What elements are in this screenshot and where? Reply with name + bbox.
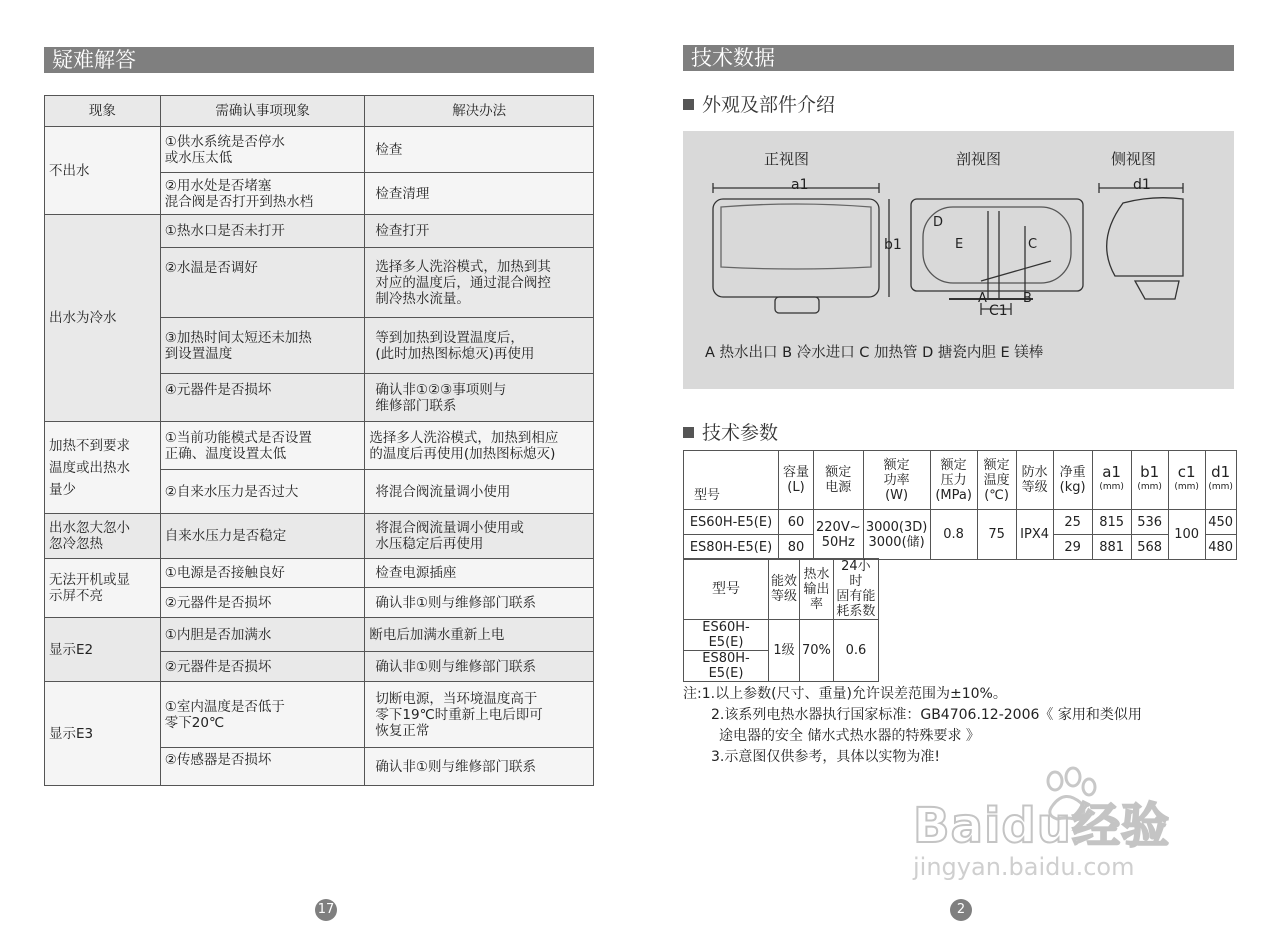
spec-model: ES80H-E5(E)	[684, 535, 779, 560]
spec-pressure: 0.8	[930, 510, 977, 560]
efficiency-row	[684, 620, 879, 651]
front-view-label: 正视图	[764, 150, 810, 168]
eff-header-model: 型号	[684, 559, 769, 620]
watermark-main-text: Baidu经验	[913, 798, 1170, 854]
solution-cell: 检查打开	[365, 215, 594, 248]
eff-loss: 0.6	[833, 620, 878, 682]
spec-weight: 25	[1053, 510, 1092, 535]
a1-text: a1	[1102, 463, 1121, 481]
solution-cell: 确认非①则与维修部门联系	[365, 652, 594, 682]
watermark-url-text: jingyan.baidu.com	[913, 853, 1135, 881]
spec-capacity: 60	[779, 510, 814, 535]
check-cell: ②水温是否调好	[160, 248, 365, 318]
part-a-label: A	[978, 291, 987, 306]
spec-a1: 815	[1092, 510, 1131, 535]
solution-cell: 断电后加满水重新上电	[365, 618, 594, 652]
phenomenon-cell: 显示E3	[45, 682, 161, 786]
eff-model: ES80H-E5(E)	[684, 651, 769, 682]
check-cell: ②传感器是否损坏	[160, 748, 365, 786]
right-section-title: 技术数据	[683, 45, 1234, 71]
check-cell: ①热水口是否未打开	[160, 215, 365, 248]
eff-grade: 1级	[769, 620, 800, 682]
check-cell: ②元器件是否损坏	[160, 588, 365, 618]
dim-a1-label: a1	[791, 177, 809, 193]
params-heading-text: 技术参数	[702, 422, 779, 444]
check-cell: ①内胆是否加满水	[160, 618, 365, 652]
spec-d1: 450	[1205, 510, 1236, 535]
note-2-continued: 途电器的安全 储水式热水器的特殊要求 》	[719, 728, 980, 744]
parts-heading	[683, 90, 835, 117]
check-cell: 自来水压力是否稳定	[160, 514, 365, 559]
table-row	[45, 215, 594, 248]
solution-cell: 将混合阀流量调小使用或 水压稳定后再使用	[365, 514, 594, 559]
check-cell: ②元器件是否损坏	[160, 652, 365, 682]
spec-power-source: 220V~ 50Hz	[814, 510, 864, 560]
check-cell: ①当前功能模式是否设置 正确、温度设置太低	[160, 422, 365, 470]
b1-text: b1	[1140, 463, 1160, 481]
troubleshooting-table	[44, 95, 594, 786]
eff-header-rate: 热水 输出 率	[800, 559, 834, 620]
solution-cell: 等到加热到设置温度后， (此时加热图标熄灭)再使用	[365, 318, 594, 374]
solution-cell: 确认非①②③事项则与 维修部门联系	[365, 374, 594, 422]
parts-diagram-panel	[683, 131, 1234, 389]
spec-table	[683, 450, 1237, 560]
right-page-number: 2	[950, 899, 972, 921]
phenomenon-cell: 出水忽大忽小 忽冷忽热	[45, 514, 161, 559]
spec-header-model: 型号	[684, 451, 779, 510]
note-2: 2.该系列电热水器执行国家标准：GB4706.12-2006《 家用和类似用	[711, 707, 1142, 723]
spec-header-d1	[1205, 451, 1236, 510]
square-bullet-icon	[683, 427, 694, 438]
spec-header-power: 额定 功率 (W)	[863, 451, 930, 510]
part-e-label: E	[955, 237, 964, 252]
spec-header-b1	[1131, 451, 1168, 510]
table-row	[45, 127, 594, 173]
check-cell: ①电源是否接触良好	[160, 559, 365, 588]
spec-capacity: 80	[779, 535, 814, 560]
spec-model: ES60H-E5(E)	[684, 510, 779, 535]
eff-model: ES60H-E5(E)	[684, 620, 769, 651]
parts-heading-text: 外观及部件介绍	[702, 94, 836, 116]
mm-unit: (mm)	[1174, 482, 1199, 492]
part-c-label: C	[1028, 237, 1038, 252]
header-phenomenon: 现象	[45, 96, 161, 127]
params-heading	[683, 418, 778, 445]
mm-unit: (mm)	[1137, 482, 1162, 492]
section-view-label: 剖视图	[956, 150, 1002, 168]
solution-cell: 确认非①则与维修部门联系	[365, 588, 594, 618]
spec-header-row	[684, 451, 1237, 510]
check-cell: ①供水系统是否停水 或水压太低	[160, 127, 365, 173]
spec-header-a1	[1092, 451, 1131, 510]
solution-cell: 切断电源，当环境温度高于 零下19℃时重新上电后即可 恢复正常	[365, 682, 594, 748]
side-view-drawing	[1099, 183, 1183, 299]
eff-header-grade: 能效 等级	[769, 559, 800, 620]
phenomenon-cell: 不出水	[45, 127, 161, 215]
solution-cell: 检查电源插座	[365, 559, 594, 588]
phenomenon-cell: 加热不到要求 温度或出热水 量少	[45, 422, 161, 514]
header-check: 需确认事项现象	[160, 96, 365, 127]
phenomenon-cell: 无法开机或显 示屏不亮	[45, 559, 161, 618]
table-row	[45, 682, 594, 748]
table-row	[45, 618, 594, 652]
mm-unit: (mm)	[1208, 482, 1233, 492]
heater-drawings	[683, 131, 1234, 331]
c1-text: c1	[1177, 463, 1196, 481]
dim-d1-label: d1	[1133, 177, 1151, 193]
spec-header-pressure: 额定 压力 (MPa)	[930, 451, 977, 510]
solution-cell: 选择多人洗浴模式，加热到其 对应的温度后，通过混合阀控 制冷热水流量。	[365, 248, 594, 318]
notes-block	[683, 684, 1142, 768]
eff-header-loss: 24小时 固有能 耗系数	[833, 559, 878, 620]
solution-cell: 确认非①则与维修部门联系	[365, 748, 594, 786]
check-cell: ③加热时间太短还未加热 到设置温度	[160, 318, 365, 374]
spec-b1: 536	[1131, 510, 1168, 535]
spec-d1: 480	[1205, 535, 1236, 560]
spec-ip: IPX4	[1016, 510, 1053, 560]
spec-c1: 100	[1168, 510, 1205, 560]
spec-a1: 881	[1092, 535, 1131, 560]
side-view-label: 侧视图	[1111, 150, 1157, 168]
table-row	[45, 422, 594, 470]
parts-legend: A 热水出口 B 冷水进口 C 加热管 D 搪瓷内胆 E 镁棒	[705, 345, 1044, 361]
check-cell: ①室内温度是否低于 零下20℃	[160, 682, 365, 748]
d1-text: d1	[1211, 463, 1231, 481]
header-solution: 解决办法	[365, 96, 594, 127]
check-cell: ②自来水压力是否过大	[160, 470, 365, 514]
spec-temp: 75	[977, 510, 1016, 560]
left-section-title: 疑难解答	[44, 47, 594, 73]
table-row	[45, 514, 594, 559]
solution-cell: 将混合阀流量调小使用	[365, 470, 594, 514]
dim-c1-label: C1	[989, 303, 1008, 319]
check-cell: ④元器件是否损坏	[160, 374, 365, 422]
efficiency-table	[683, 558, 879, 682]
note-1: 注:1.以上参数(尺寸、重量)允许误差范围为±10%。	[683, 686, 1007, 702]
spec-header-weight: 净重 (kg)	[1053, 451, 1092, 510]
spec-b1: 568	[1131, 535, 1168, 560]
spec-header-c1	[1168, 451, 1205, 510]
solution-cell: 检查	[365, 127, 594, 173]
efficiency-header-row	[684, 559, 879, 620]
mm-unit: (mm)	[1099, 482, 1124, 492]
check-cell: ②用水处是否堵塞 混合阀是否打开到热水档	[160, 173, 365, 215]
square-bullet-icon	[683, 99, 694, 110]
spec-header-temp: 额定 温度 (℃)	[977, 451, 1016, 510]
eff-rate: 70%	[800, 620, 834, 682]
dim-b1-label: b1	[884, 237, 902, 253]
table-header-row	[45, 96, 594, 127]
spec-header-capacity: 容量 (L)	[779, 451, 814, 510]
solution-cell: 选择多人洗浴模式，加热到相应 的温度后再使用(加热图标熄灭)	[365, 422, 594, 470]
spec-header-ip: 防水 等级	[1016, 451, 1053, 510]
spec-weight: 29	[1053, 535, 1092, 560]
part-d-label: D	[933, 215, 944, 230]
part-b-label: B	[1023, 291, 1032, 306]
left-page-number: 17	[315, 899, 337, 921]
phenomenon-cell: 显示E2	[45, 618, 161, 682]
table-row	[45, 559, 594, 588]
front-view-drawing	[713, 183, 889, 313]
baidu-watermark	[905, 765, 1205, 895]
spec-power: 3000(3D) 3000(储)	[863, 510, 930, 560]
phenomenon-cell: 出水为冷水	[45, 215, 161, 422]
solution-cell: 检查清理	[365, 173, 594, 215]
note-3: 3.示意图仅供参考，具体以实物为准!	[711, 749, 940, 765]
spec-header-power-source: 额定 电源	[814, 451, 864, 510]
spec-row	[684, 510, 1237, 535]
